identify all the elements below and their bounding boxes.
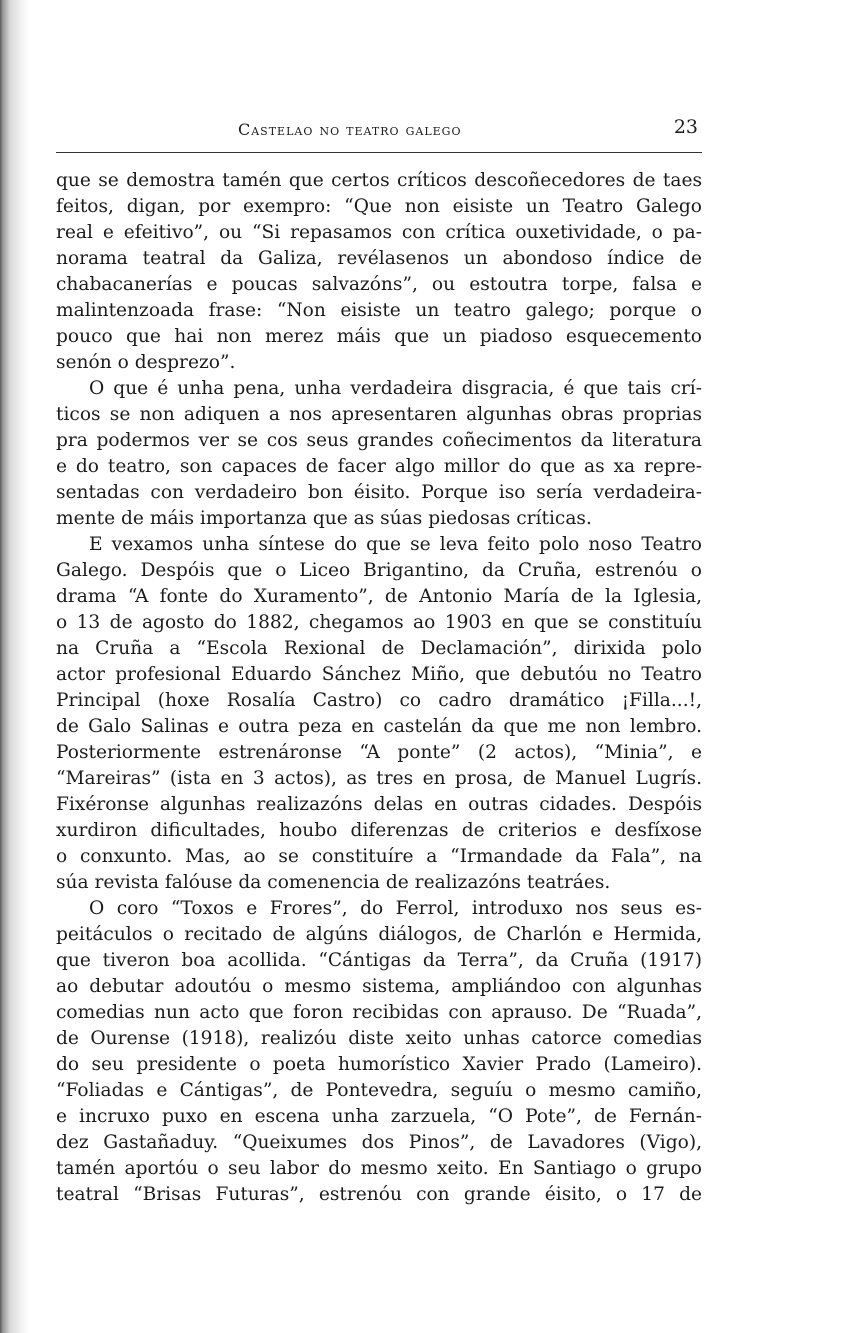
text-line: mente de máis importanza que as súas piedosas críticas. — [56, 508, 592, 529]
text-line: O coro “Toxos e Frores”, do Ferrol, introduxo nos seus es- — [89, 898, 702, 919]
text-line: real e efeitivo”, ou “Si repasamos con crítica ouxetividade, o pa- — [56, 222, 702, 243]
text-line: sentadas con verdadeiro bon éisito. Porque iso sería verdadeira- — [56, 482, 702, 503]
text-line: E vexamos unha síntese do que se leva feito polo noso Teatro — [89, 534, 702, 555]
text-line: do seu presidente o poeta humorístico Xavier Prado (Lameiro). — [56, 1054, 702, 1075]
text-line: de Ourense (1918), realizóu diste xeito unhas catorce comedias — [56, 1028, 702, 1049]
text-line: que tiveron boa acollida. “Cántigas da Terra”, da Cruña (1917) — [56, 950, 702, 971]
page-number: 23 — [673, 116, 698, 138]
text-line: chabacanerías e poucas salvazóns”, ou estoutra torpe, falsa e — [56, 274, 702, 295]
text-line: dez Gastañaduy. “Queixumes dos Pinos”, de Lavadores (Vigo), — [56, 1132, 702, 1153]
text-line: actor profesional Eduardo Sánchez Miño, que debutóu no Teatro — [56, 664, 702, 685]
body-text — [56, 168, 702, 1208]
text-line: O que é unha pena, unha verdadeira disgracia, é que tais crí- — [89, 378, 702, 399]
text-line: drama “A fonte do Xuramento”, de Antonio María de la Iglesia, — [56, 586, 702, 607]
text-line: malintenzoada frase: “Non eisiste un teatro galego; porque o — [56, 300, 702, 321]
text-line: “Foliadas e Cántigas”, de Pontevedra, seguíu o mesmo camiño, — [56, 1080, 702, 1101]
text-line: Galego. Despóis que o Liceo Brigantino, da Cruña, estrenóu o — [56, 560, 702, 581]
paragraph — [56, 896, 702, 1208]
text-line: que se demostra tamén que certos críticos descoñecedores de taes — [56, 170, 702, 191]
paragraph — [56, 532, 702, 896]
text-line: de Galo Salinas e outra peza en castelán da que me non lembro. — [56, 716, 702, 737]
text-line: teatral “Brisas Futuras”, estrenóu con grande éisito, o 17 de — [56, 1184, 702, 1205]
text-line: súa revista falóuse da comenencia de realizazóns teatráes. — [56, 872, 611, 893]
running-title: Castelao no teatro galego — [238, 120, 462, 139]
page-header — [56, 112, 702, 153]
text-line: norama teatral da Galiza, revélasenos un abondoso índice de — [56, 248, 702, 269]
text-line: pra podermos ver se cos seus grandes coñecimentos da literatura — [56, 430, 702, 451]
text-line: Principal (hoxe Rosalía Castro) co cadro dramático ¡Filla...!, — [56, 690, 702, 711]
text-line: pouco que hai non merez máis que un piadoso esquecemento — [56, 326, 702, 347]
text-line: e do teatro, son capaces de facer algo millor do que as xa repre- — [56, 456, 702, 477]
text-line: senón o desprezo”. — [56, 352, 236, 373]
text-line: “Mareiras” (ista en 3 actos), as tres en prosa, de Manuel Lugrís. — [56, 768, 702, 789]
text-line: feitos, digan, por exempro: “Que non eisiste un Teatro Galego — [56, 196, 702, 217]
text-line: o 13 de agosto do 1882, chegamos ao 1903 en que se constituíu — [56, 612, 702, 633]
text-line: ao debutar adoutóu o mesmo sistema, ampliándoo con algunhas — [56, 976, 702, 997]
text-line: Fixéronse algunhas realizazóns delas en outras cidades. Despóis — [56, 794, 702, 815]
text-line: na Cruña a “Escola Rexional de Declamación”, dirixida polo — [56, 638, 702, 659]
text-line: peitáculos o recitado de algúns diálogos, de Charlón e Hermida, — [56, 924, 702, 945]
text-line: o conxunto. Mas, ao se constituíre a “Irmandade da Fala”, na — [56, 846, 702, 867]
text-line: Posteriormente estrenáronse “A ponte” (2 actos), “Minia”, e — [56, 742, 702, 763]
paragraph — [56, 168, 702, 376]
page-gutter-shadow — [0, 0, 30, 1333]
text-line: tamén aportóu o seu labor do mesmo xeito. En Santiago o grupo — [56, 1158, 702, 1179]
text-line: xurdiron dificultades, houbo diferenzas de criterios e desfíxose — [56, 820, 702, 841]
text-line: ticos se non adiquen a nos apresentaren algunhas obras proprias — [56, 404, 702, 425]
text-line: e incruxo puxo en escena unha zarzuela, “O Pote”, de Fernán- — [56, 1106, 702, 1127]
text-line: comedias nun acto que foron recibidas con aprauso. De “Ruada”, — [56, 1002, 702, 1023]
paragraph — [56, 376, 702, 532]
